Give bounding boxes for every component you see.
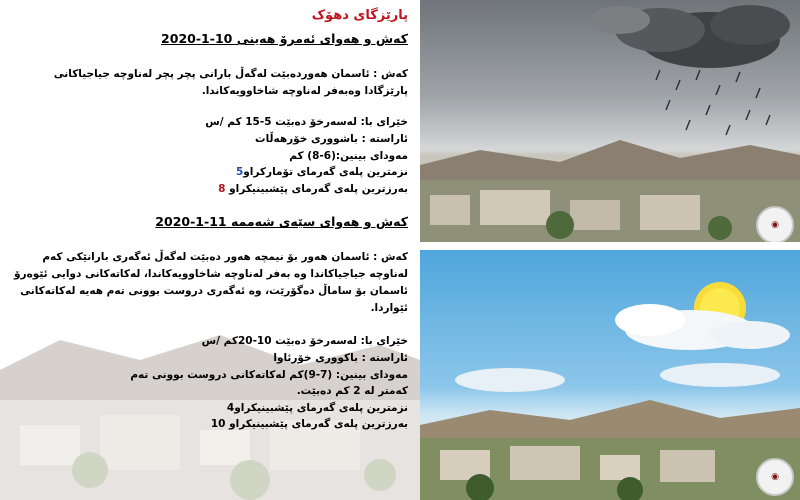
day2-wind-speed: خێرای با: لەسەرخۆ دەبێت 10-20کم /س <box>201 335 408 347</box>
emblem-logo-icon: ◉ <box>756 458 794 496</box>
raindrops <box>656 70 770 135</box>
day1-min-temp <box>236 164 408 181</box>
day1-max-temp <box>218 181 408 198</box>
page-title: پارێزگای دهۆک <box>311 8 408 23</box>
day2-weather-line-1: کەش : ئاسمان هەور بۆ نیمچە هەور دەبێت لەگەڵ ئەگەری بارانێکی کەم <box>42 251 408 263</box>
day1-max-temp-label: بەرزترین پلەی گەرمای پێشبینیکراو <box>229 183 408 195</box>
rainy-city-photo <box>420 0 800 242</box>
day1-weather-line-1: کەش : ئاسمان هەوردەبێت لەگەڵ بارانی پچر پچر لەناوچە جیاجیاکانی <box>53 68 408 80</box>
sunny-city-photo <box>420 250 800 500</box>
day2-weather-line-3: ئاسمان بۆ ساماڵ دەگۆرێت، وە ئەگەری دروست بوونی تەم هەیە لەکاتەکانی <box>20 285 408 297</box>
sun-cloud-icon <box>615 282 790 350</box>
day1-wind-speed: خێرای با: لەسەرخۆ دەبێت 5-15 کم /س <box>205 116 408 128</box>
day1-wind-direction: ئاراستە : باشووری خۆرهەڵات <box>255 133 408 145</box>
day1-weather-line-2: پارێزگادا وەبەفر لەناوچە شاخاوویەکاندا. <box>201 85 408 97</box>
day2-visibility-line-2: کەمتر لە 2 کم دەبێت. <box>296 385 408 397</box>
emblem-logo-icon: ◉ <box>756 206 794 242</box>
rain-cloud-icon <box>590 5 790 68</box>
day2-weather-line-4: ئێواردا. <box>370 302 408 314</box>
rainy-scene-svg <box>420 0 800 242</box>
day1-visibility: مەودای بینین:(6-8) کم <box>289 150 408 162</box>
day2-visibility-line-1: مەودای بینین: (7-9)کم لەکاتەکانی دروست بوونی تەم <box>130 369 408 381</box>
day2-max-temp: بەرزترین پلەی گەرمای پێشبینیکراو 10 <box>210 418 408 430</box>
day2-weather-line-2: لەناوچە جیاجیاکاندا وە بەفر لەناوچە شاخاوویەکاندا، لەکاتەکانی دوایی ئێوەرۆ <box>14 268 408 280</box>
day2-heading: کەش و هەوای سێەی شەممە 11-1-2020 <box>155 214 408 229</box>
day1-min-temp-value: 5 <box>235 166 244 178</box>
sunny-scene-svg <box>420 250 800 500</box>
day2-min-temp: نزمترین پلەی گەرمای پێشبینیکراو4 <box>226 402 408 414</box>
day1-max-temp-value: 8 <box>218 183 226 195</box>
day1-min-temp-label: نزمترین پلەی گەرمای تۆمارکراو <box>243 166 408 178</box>
day1-heading: کەش و هەوای ئەمرۆ هەینی 10-1-2020 <box>161 31 408 46</box>
day2-wind-direction: ئاراستە : باکووری خۆرئاوا <box>273 352 408 364</box>
